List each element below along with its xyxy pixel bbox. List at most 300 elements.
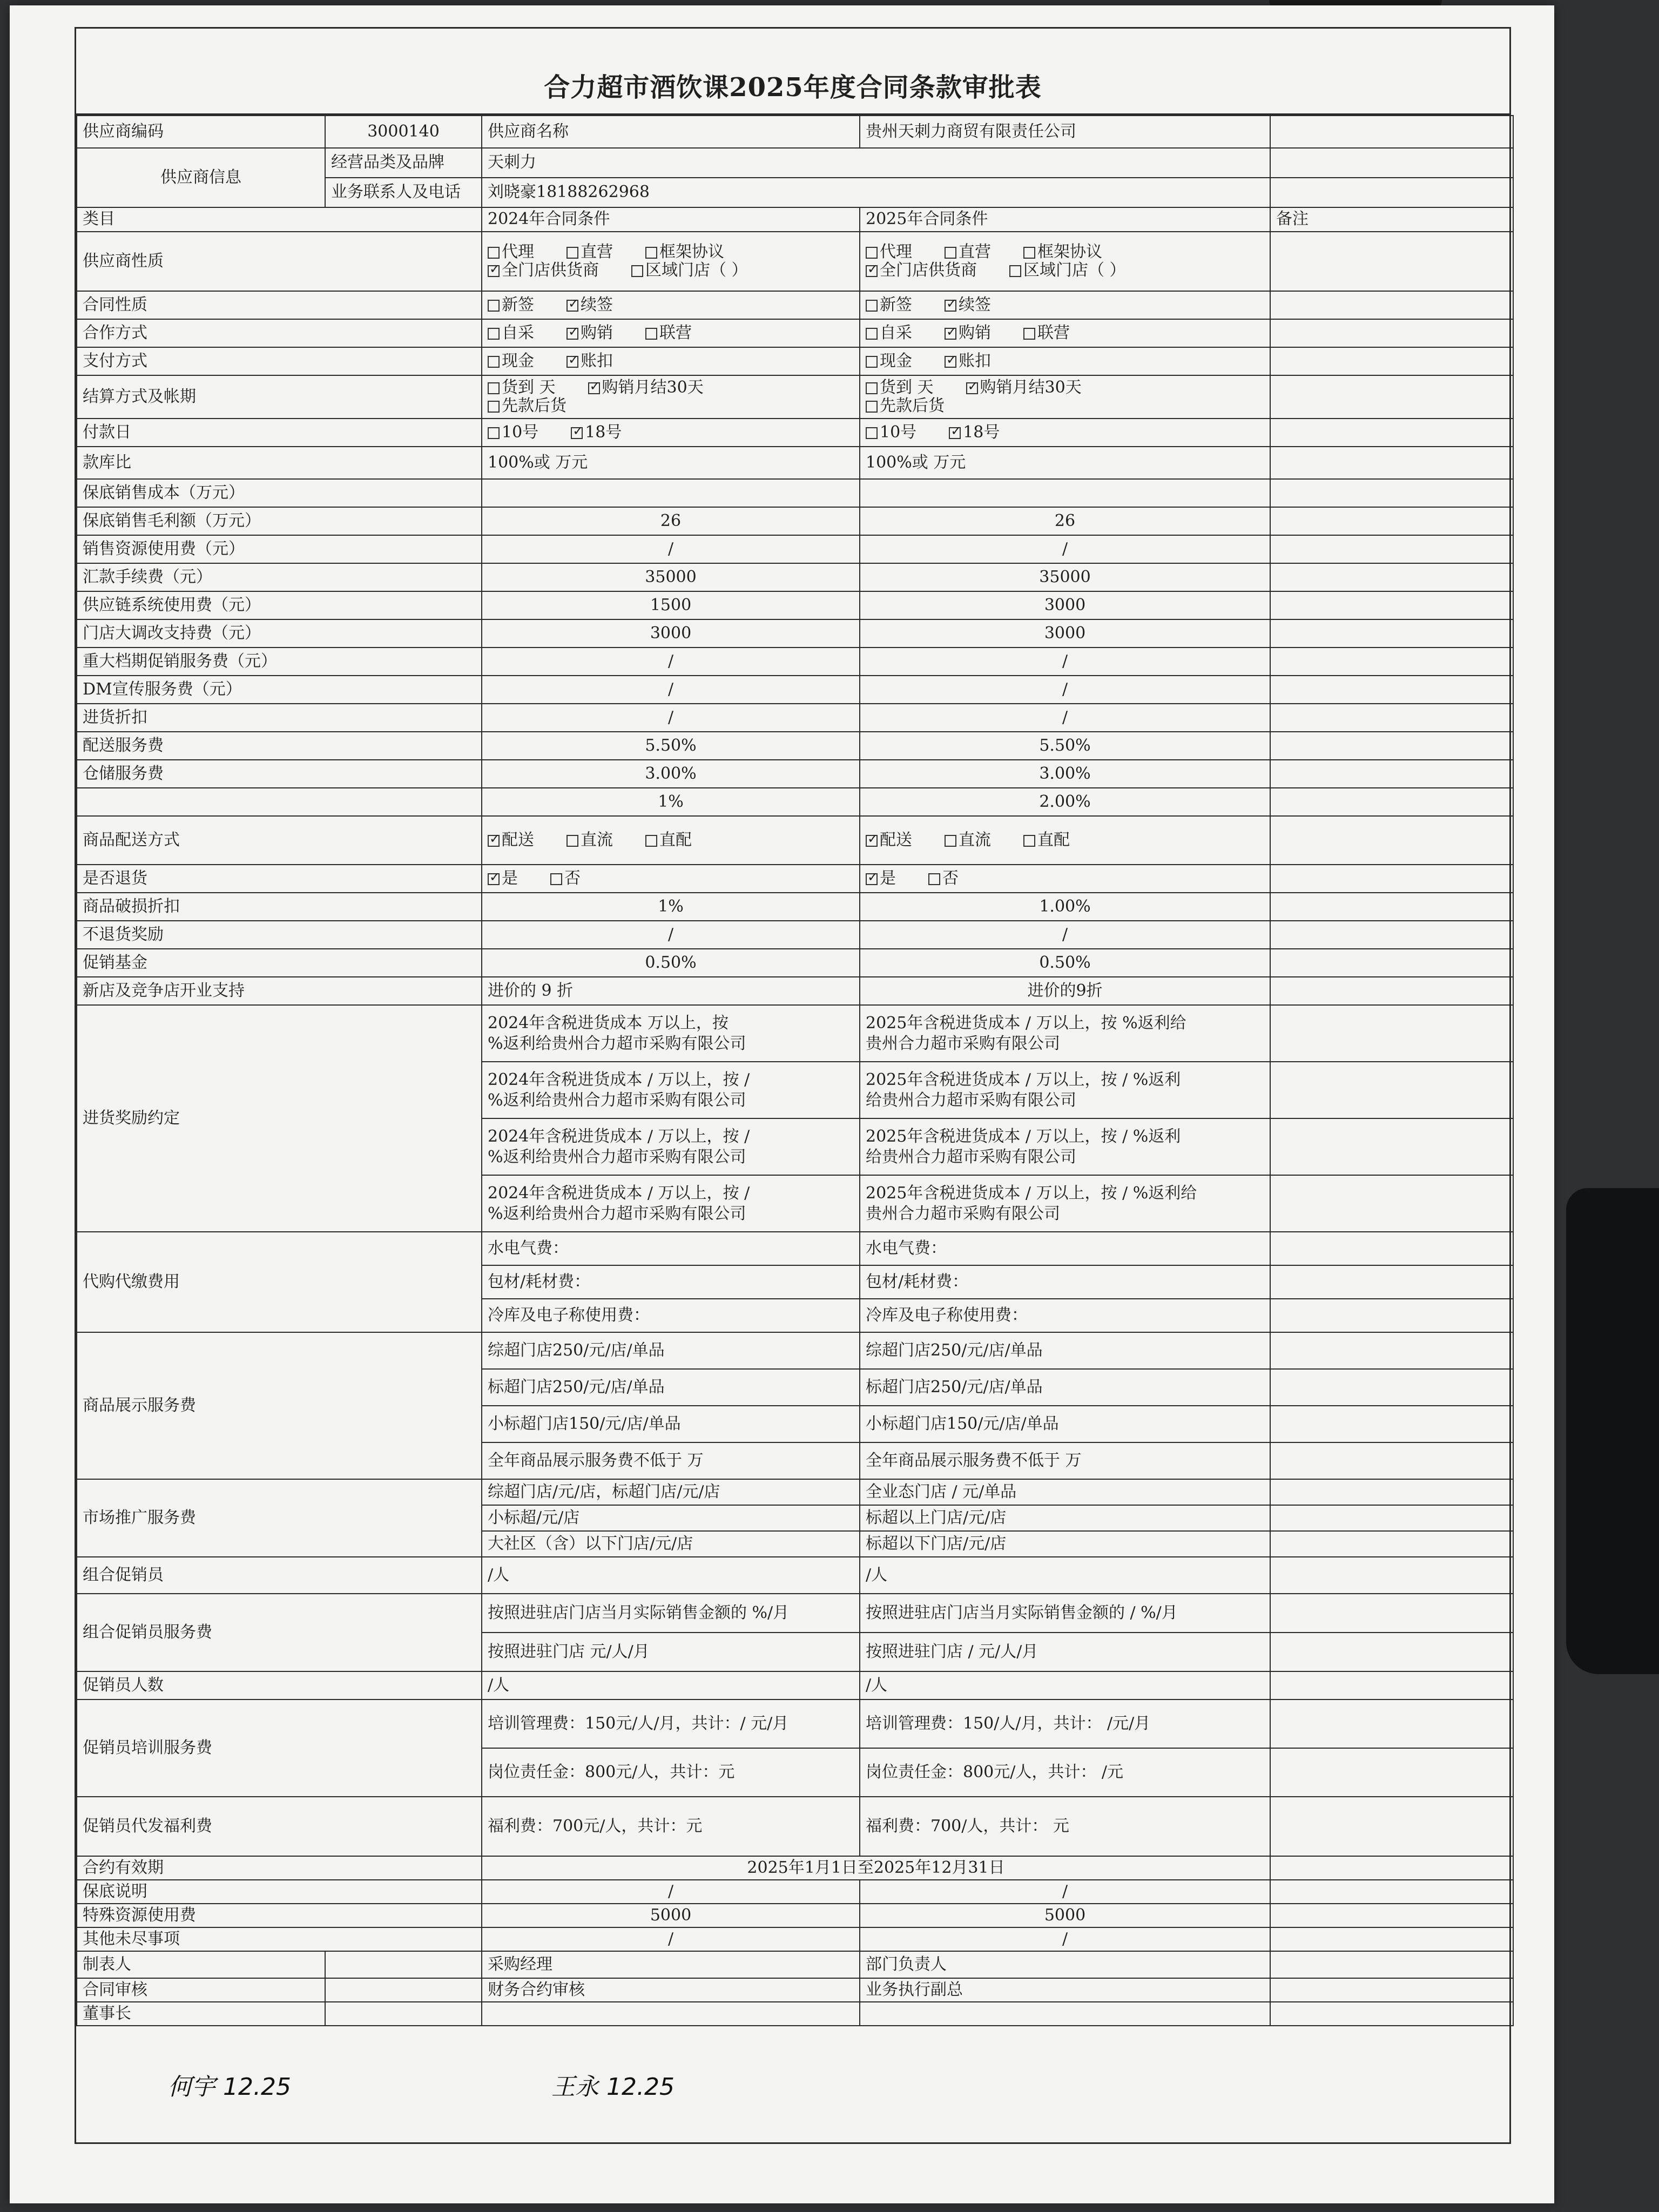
table-cell bbox=[1270, 1369, 1513, 1406]
checkbox-icon[interactable] bbox=[866, 835, 878, 847]
checkbox-icon[interactable] bbox=[488, 382, 500, 394]
table-row bbox=[77, 1880, 1513, 1904]
checkbox-option[interactable] bbox=[567, 243, 613, 262]
market-fee-2024: 大社区（含）以下门店/元/店 bbox=[482, 1531, 860, 1557]
nature-2025 bbox=[860, 232, 1270, 291]
checkbox-option[interactable] bbox=[645, 831, 692, 850]
checkbox-icon[interactable] bbox=[645, 835, 657, 847]
checkbox-icon[interactable] bbox=[588, 382, 600, 394]
table-cell bbox=[1270, 1232, 1513, 1265]
supplier-name: 贵州天刺力商贸有限责任公司 bbox=[860, 116, 1270, 148]
agent-fee-item: 冷库及电子称使用费： bbox=[860, 1299, 1270, 1332]
checkbox-icon[interactable] bbox=[488, 300, 500, 312]
option-label: 续签 bbox=[581, 295, 613, 314]
option-label: 18号 bbox=[585, 422, 622, 442]
other-2025: / bbox=[860, 1927, 1270, 1951]
checkbox-option[interactable] bbox=[866, 324, 912, 343]
checkbox-icon[interactable] bbox=[945, 356, 956, 368]
nature-2024 bbox=[482, 232, 860, 291]
special-2024: 5000 bbox=[482, 1904, 860, 1927]
table-row bbox=[77, 732, 1513, 760]
promoter-fee-2025: 按照进驻门店 / 元/人/月 bbox=[860, 1633, 1270, 1671]
special-label: 特殊资源使用费 bbox=[77, 1904, 482, 1927]
checkbox-option[interactable] bbox=[866, 261, 977, 280]
fee-2025: 0.50% bbox=[860, 949, 1270, 977]
option-label: 自采 bbox=[880, 323, 912, 342]
table-row bbox=[77, 232, 1513, 291]
checkbox-option[interactable] bbox=[488, 261, 599, 280]
display-fee-label: 商品展示服务费 bbox=[77, 1332, 482, 1479]
checkbox-icon[interactable] bbox=[945, 328, 956, 340]
checkbox-option[interactable] bbox=[945, 296, 991, 315]
table-cell bbox=[1270, 319, 1513, 347]
fee-label: 销售资源使用费（元） bbox=[77, 535, 482, 563]
checkbox-icon[interactable] bbox=[488, 427, 500, 439]
promoter-fee-2024: 按照进驻门店 元/人/月 bbox=[482, 1633, 860, 1671]
table-cell bbox=[482, 319, 860, 347]
fee-2024: 35000 bbox=[482, 563, 860, 591]
checkbox-option[interactable] bbox=[488, 423, 538, 442]
payday-label: 付款日 bbox=[77, 419, 482, 447]
checkbox-option[interactable] bbox=[866, 243, 912, 262]
checkbox-icon[interactable] bbox=[866, 247, 878, 259]
table-row bbox=[77, 865, 1513, 893]
checkbox-option[interactable] bbox=[945, 324, 991, 343]
checkbox-icon[interactable] bbox=[866, 427, 878, 439]
option-label: 代理 bbox=[880, 242, 912, 261]
option-label: 直流 bbox=[581, 830, 613, 849]
table-row bbox=[77, 419, 1513, 447]
training-label: 促销员培训服务费 bbox=[77, 1700, 482, 1797]
checkbox-icon[interactable] bbox=[928, 873, 940, 885]
option-label: 代理 bbox=[502, 242, 534, 261]
checkbox-option[interactable] bbox=[866, 379, 934, 397]
checkbox-option[interactable] bbox=[645, 324, 692, 343]
table-row bbox=[77, 760, 1513, 788]
market-fee-2024: 综超门店/元/店，标超门店/元/店 bbox=[482, 1479, 860, 1505]
promoter-count-label: 促销员人数 bbox=[77, 1671, 482, 1700]
table-cell bbox=[1270, 1062, 1513, 1118]
year-2024-header: 2024年合同条件 bbox=[482, 207, 860, 232]
rebate-line: 给贵州合力超市采购有限公司 bbox=[866, 1147, 1076, 1166]
checkbox-option[interactable] bbox=[1023, 243, 1102, 262]
checkbox-icon[interactable] bbox=[567, 247, 578, 259]
checkbox-option[interactable] bbox=[571, 423, 622, 442]
checkbox-icon[interactable] bbox=[945, 300, 956, 312]
checkbox-option[interactable] bbox=[945, 831, 991, 850]
checkbox-option[interactable] bbox=[488, 397, 567, 416]
checkbox-icon[interactable] bbox=[866, 328, 878, 340]
option-label: 购销 bbox=[959, 323, 991, 342]
rebate-line: 2024年含税进货成本 万以上，按 bbox=[488, 1014, 729, 1033]
fee-label: 保底销售成本（万元） bbox=[77, 479, 482, 507]
welfare-2024: 福利费：700元/人，共计：元 bbox=[482, 1797, 860, 1856]
checkbox-option[interactable] bbox=[866, 423, 916, 442]
fee-2024: 26 bbox=[482, 507, 860, 535]
display-fee-item: 标超门店250/元/店/单品 bbox=[482, 1369, 860, 1406]
fee-2024: 1% bbox=[482, 788, 860, 816]
option-label: 续签 bbox=[959, 295, 991, 314]
checkbox-icon[interactable] bbox=[567, 328, 578, 340]
contract-table bbox=[76, 115, 1514, 2026]
option-label: 18号 bbox=[963, 422, 1000, 442]
table-row bbox=[77, 479, 1513, 507]
table-cell bbox=[1270, 447, 1513, 479]
table-cell bbox=[1270, 419, 1513, 447]
table-row bbox=[77, 1856, 1513, 1880]
fee-2025: 2.00% bbox=[860, 788, 1270, 816]
training-2025: 岗位责任金：800元/人，共计： /元 bbox=[860, 1748, 1270, 1797]
checkbox-option[interactable] bbox=[567, 296, 613, 315]
checkbox-option[interactable] bbox=[866, 296, 912, 315]
form-title: 合力超市酒饮课2025年度合同条款审批表 bbox=[76, 29, 1509, 115]
table-cell bbox=[1270, 178, 1513, 207]
market-fee-2025: 全业态门店 / 元/单品 bbox=[860, 1479, 1270, 1505]
agent-fee-item: 水电气费： bbox=[860, 1232, 1270, 1265]
option-label: 直流 bbox=[959, 830, 991, 849]
rebate-line: 给贵州合力超市采购有限公司 bbox=[866, 1090, 1076, 1110]
fee-2024: 1% bbox=[482, 893, 860, 921]
fee-2024: / bbox=[482, 676, 860, 704]
checkbox-option[interactable] bbox=[567, 352, 613, 371]
table-cell bbox=[1270, 619, 1513, 648]
checkbox-icon[interactable] bbox=[488, 265, 500, 277]
option-label: 区域门店（ ） bbox=[1023, 261, 1126, 280]
remark-header: 备注 bbox=[1270, 207, 1513, 232]
table-row bbox=[77, 949, 1513, 977]
checkbox-option[interactable] bbox=[866, 352, 912, 371]
option-label: 现金 bbox=[502, 351, 534, 370]
table-row bbox=[77, 563, 1513, 591]
table-row bbox=[77, 921, 1513, 949]
table-row bbox=[77, 207, 1513, 232]
checkbox-option[interactable] bbox=[945, 352, 991, 371]
table-cell bbox=[1270, 760, 1513, 788]
checkbox-icon[interactable] bbox=[550, 873, 562, 885]
checkbox-option[interactable] bbox=[966, 379, 1082, 397]
table-cell bbox=[1270, 148, 1513, 178]
rebate-line: 2025年含税进货成本 / 万以上，按 / %返利 bbox=[866, 1127, 1181, 1146]
table-row bbox=[77, 1232, 1513, 1265]
table-row bbox=[77, 1978, 1513, 2002]
table-cell bbox=[1270, 1856, 1513, 1880]
checkbox-icon[interactable] bbox=[949, 427, 961, 439]
new-store-label: 新店及竞争店开业支持 bbox=[77, 977, 482, 1005]
table-cell bbox=[1270, 375, 1513, 419]
table-row bbox=[77, 535, 1513, 563]
table-cell bbox=[1270, 648, 1513, 676]
fee-2025: / bbox=[860, 704, 1270, 732]
checkbox-option[interactable] bbox=[1023, 831, 1070, 850]
validity-label: 合约有效期 bbox=[77, 1856, 482, 1880]
option-label: 全门店供货商 bbox=[502, 261, 599, 280]
option-label: 购销月结30天 bbox=[602, 377, 704, 397]
checkbox-icon[interactable] bbox=[488, 328, 500, 340]
table-cell bbox=[1270, 507, 1513, 535]
checkbox-icon[interactable] bbox=[866, 265, 878, 277]
option-label: 账扣 bbox=[581, 351, 613, 370]
checkbox-icon[interactable] bbox=[567, 300, 578, 312]
guarantee-2024: / bbox=[482, 1880, 860, 1904]
fee-2025: 3000 bbox=[860, 591, 1270, 619]
checkbox-option[interactable] bbox=[488, 296, 534, 315]
checkbox-icon[interactable] bbox=[645, 328, 657, 340]
checkbox-option[interactable] bbox=[550, 869, 581, 888]
table-cell bbox=[1270, 535, 1513, 563]
table-cell bbox=[860, 347, 1270, 375]
checkbox-icon[interactable] bbox=[645, 247, 657, 259]
table-cell bbox=[860, 291, 1270, 319]
table-cell bbox=[1270, 1748, 1513, 1797]
checkbox-icon[interactable] bbox=[1023, 835, 1035, 847]
fee-label: 汇款手续费（元） bbox=[77, 563, 482, 591]
option-label: 否 bbox=[942, 868, 959, 888]
fee-2025: / bbox=[860, 921, 1270, 949]
fee-2025: / bbox=[860, 648, 1270, 676]
checkbox-icon[interactable] bbox=[1009, 265, 1021, 277]
checkbox-icon[interactable] bbox=[866, 401, 878, 413]
fee-label: 促销基金 bbox=[77, 949, 482, 977]
checkbox-icon[interactable] bbox=[567, 835, 578, 847]
fee-label: 保底销售毛利额（万元） bbox=[77, 507, 482, 535]
table-cell bbox=[1270, 1927, 1513, 1951]
table-cell bbox=[1270, 704, 1513, 732]
option-label: 配送 bbox=[880, 830, 912, 849]
table-cell bbox=[482, 865, 860, 893]
checkbox-icon[interactable] bbox=[488, 873, 500, 885]
special-2025: 5000 bbox=[860, 1904, 1270, 1927]
option-label: 自采 bbox=[502, 323, 534, 342]
checkbox-option[interactable] bbox=[866, 869, 896, 888]
rebate-2024 bbox=[482, 1005, 860, 1062]
checkbox-icon[interactable] bbox=[488, 835, 500, 847]
checkbox-option[interactable] bbox=[1023, 324, 1070, 343]
table-cell bbox=[1270, 1951, 1513, 1978]
option-label: 区域门店（ ） bbox=[645, 261, 748, 280]
checkbox-option[interactable] bbox=[488, 352, 534, 371]
option-label: 框架协议 bbox=[1037, 242, 1102, 261]
returns-label: 是否退货 bbox=[77, 865, 482, 893]
checkbox-option[interactable] bbox=[928, 869, 959, 888]
rebate-line: 贵州合力超市采购有限公司 bbox=[866, 1204, 1060, 1223]
training-2024: 培训管理费：150元/人/月，共计：/ 元/月 bbox=[482, 1700, 860, 1748]
fee-2024: / bbox=[482, 535, 860, 563]
table-row bbox=[77, 1557, 1513, 1594]
table-cell bbox=[1270, 1880, 1513, 1904]
contract-type-label: 合同性质 bbox=[77, 291, 482, 319]
rebate-line: 2024年含税进货成本 / 万以上，按 / bbox=[488, 1184, 750, 1203]
fee-2025: 3000 bbox=[860, 619, 1270, 648]
rebate-line: %返利给贵州合力超市采购有限公司 bbox=[488, 1090, 746, 1110]
fee-2024: 1500 bbox=[482, 591, 860, 619]
fee-2024: 3000 bbox=[482, 619, 860, 648]
promoter-label: 组合促销员 bbox=[77, 1557, 482, 1594]
table-row bbox=[77, 1904, 1513, 1927]
table-row bbox=[77, 291, 1513, 319]
nature-label: 供应商性质 bbox=[77, 232, 482, 291]
table-cell bbox=[1270, 1797, 1513, 1856]
contact-label: 业务联系人及电话 bbox=[325, 178, 482, 207]
rebate-label: 进货奖励约定 bbox=[77, 1005, 482, 1232]
table-cell bbox=[1270, 921, 1513, 949]
checkbox-icon[interactable] bbox=[866, 382, 878, 394]
table-row bbox=[77, 447, 1513, 479]
table-cell bbox=[1270, 1406, 1513, 1442]
promoter-2024: /人 bbox=[482, 1557, 860, 1594]
display-fee-item: 标超门店250/元/店/单品 bbox=[860, 1369, 1270, 1406]
rebate-line: %返利给贵州合力超市采购有限公司 bbox=[488, 1147, 746, 1166]
table-cell bbox=[1270, 949, 1513, 977]
table-cell bbox=[1270, 591, 1513, 619]
table-row bbox=[77, 977, 1513, 1005]
table-cell bbox=[1270, 1479, 1513, 1505]
checkbox-option[interactable] bbox=[631, 261, 748, 280]
checkbox-option[interactable] bbox=[866, 831, 912, 850]
option-label: 框架协议 bbox=[659, 242, 724, 261]
fee-2025: / bbox=[860, 535, 1270, 563]
checkbox-option[interactable] bbox=[945, 243, 991, 262]
table-cell bbox=[1270, 1299, 1513, 1332]
table-cell bbox=[1270, 232, 1513, 291]
table-cell bbox=[1270, 1978, 1513, 2002]
agent-fee-item: 包材/耗材费： bbox=[482, 1265, 860, 1299]
table-cell bbox=[1270, 1118, 1513, 1175]
background-shadow bbox=[1566, 1188, 1659, 1674]
option-label: 全门店供货商 bbox=[880, 261, 977, 280]
option-label: 直营 bbox=[959, 242, 991, 261]
review-label: 合同审核 bbox=[77, 1978, 325, 2002]
table-cell bbox=[1270, 1557, 1513, 1594]
fee-2025: 35000 bbox=[860, 563, 1270, 591]
table-cell bbox=[860, 419, 1270, 447]
table-cell bbox=[1270, 479, 1513, 507]
rebate-line: 贵州合力超市采购有限公司 bbox=[866, 1034, 1060, 1053]
checkbox-icon[interactable] bbox=[1023, 328, 1035, 340]
fee-2024: / bbox=[482, 921, 860, 949]
table-cell bbox=[860, 319, 1270, 347]
rebate-line: 2025年含税进货成本 / 万以上，按 %返利给 bbox=[866, 1014, 1186, 1033]
agent-fee-item: 冷库及电子称使用费： bbox=[482, 1299, 860, 1332]
table-row bbox=[77, 375, 1513, 419]
rebate-line: 2025年含税进货成本 / 万以上，按 / %返利给 bbox=[866, 1184, 1197, 1203]
checkbox-option[interactable] bbox=[588, 379, 704, 397]
table-cell bbox=[1270, 1633, 1513, 1671]
checkbox-icon[interactable] bbox=[866, 873, 878, 885]
ratio-2025: 100%或 万元 bbox=[860, 447, 1270, 479]
table-row bbox=[77, 148, 1513, 178]
checkbox-option[interactable] bbox=[567, 324, 613, 343]
checkbox-icon[interactable] bbox=[488, 401, 500, 413]
finance-label: 财务合约审核 bbox=[482, 1978, 860, 2002]
rebate-line: 2024年含税进货成本 / 万以上，按 / bbox=[488, 1127, 750, 1146]
table-cell bbox=[1270, 1594, 1513, 1633]
fee-2024: / bbox=[482, 704, 860, 732]
checkbox-icon[interactable] bbox=[488, 247, 500, 259]
chairman-label: 董事长 bbox=[77, 2002, 325, 2026]
checkbox-option[interactable] bbox=[488, 831, 534, 850]
promoter-count-2025: /人 bbox=[860, 1671, 1270, 1700]
table-cell bbox=[1270, 816, 1513, 865]
promoter-fee-2025: 按照进驻店门店当月实际销售金额的 / %/月 bbox=[860, 1594, 1270, 1633]
rebate-line: %返利给贵州合力超市采购有限公司 bbox=[488, 1034, 746, 1053]
display-fee-item: 全年商品展示服务费不低于 万 bbox=[482, 1442, 860, 1479]
checkbox-icon[interactable] bbox=[866, 300, 878, 312]
display-fee-item: 全年商品展示服务费不低于 万 bbox=[860, 1442, 1270, 1479]
checkbox-icon[interactable] bbox=[631, 265, 643, 277]
option-label: 货到 天 bbox=[880, 377, 934, 397]
pay-label: 支付方式 bbox=[77, 347, 482, 375]
option-label: 购销月结30天 bbox=[980, 377, 1082, 397]
agent-fee-item: 包材/耗材费： bbox=[860, 1265, 1270, 1299]
supplier-code: 3000140 bbox=[325, 116, 482, 148]
table-cell bbox=[1270, 347, 1513, 375]
checkbox-option[interactable] bbox=[488, 379, 556, 397]
table-cell bbox=[482, 375, 860, 419]
brand-value: 天刺力 bbox=[482, 148, 1270, 178]
option-label: 是 bbox=[502, 868, 518, 888]
table-cell bbox=[482, 2002, 860, 2026]
fee-label: 商品破损折扣 bbox=[77, 893, 482, 921]
checkbox-option[interactable] bbox=[866, 397, 945, 416]
table-row bbox=[77, 319, 1513, 347]
checkbox-icon[interactable] bbox=[945, 835, 956, 847]
display-fee-item: 小标超门店150/元/店/单品 bbox=[482, 1406, 860, 1442]
checkbox-icon[interactable] bbox=[945, 247, 956, 259]
checkbox-icon[interactable] bbox=[488, 356, 500, 368]
checkbox-icon[interactable] bbox=[966, 382, 978, 394]
fee-2024: / bbox=[482, 648, 860, 676]
table-cell bbox=[325, 1978, 482, 2002]
checkbox-icon[interactable] bbox=[567, 356, 578, 368]
checkbox-icon[interactable] bbox=[571, 427, 583, 439]
other-2024: / bbox=[482, 1927, 860, 1951]
checkbox-option[interactable] bbox=[645, 243, 724, 262]
checkbox-icon[interactable] bbox=[866, 356, 878, 368]
checkbox-icon[interactable] bbox=[1023, 247, 1035, 259]
checkbox-option[interactable] bbox=[488, 243, 534, 262]
promoter-count-2024: /人 bbox=[482, 1671, 860, 1700]
table-cell bbox=[1270, 1531, 1513, 1557]
table-cell bbox=[860, 2002, 1270, 2026]
promoter-2025: /人 bbox=[860, 1557, 1270, 1594]
table-cell bbox=[860, 865, 1270, 893]
table-cell bbox=[1270, 291, 1513, 319]
table-cell bbox=[860, 375, 1270, 419]
promoter-fee-label: 组合促销员服务费 bbox=[77, 1594, 482, 1671]
display-fee-item: 小标超门店150/元/店/单品 bbox=[860, 1406, 1270, 1442]
checkbox-option[interactable] bbox=[488, 869, 518, 888]
fee-2024: 5.50% bbox=[482, 732, 860, 760]
table-cell bbox=[325, 2002, 482, 2026]
option-label: 10号 bbox=[880, 422, 917, 442]
approval-form bbox=[75, 27, 1511, 2144]
ratio-2024: 100%或 万元 bbox=[482, 447, 860, 479]
fee-label: 重大档期促销服务费（元） bbox=[77, 648, 482, 676]
table-cell bbox=[1270, 1505, 1513, 1531]
table-cell bbox=[1270, 977, 1513, 1005]
year-2025-header: 2025年合同条件 bbox=[860, 207, 1270, 232]
fee-2025: 5.50% bbox=[860, 732, 1270, 760]
welfare-label: 促销员代发福利费 bbox=[77, 1797, 482, 1856]
checkbox-option[interactable] bbox=[949, 423, 1000, 442]
table-row bbox=[77, 1479, 1513, 1505]
option-label: 直营 bbox=[581, 242, 613, 261]
checkbox-option[interactable] bbox=[488, 324, 534, 343]
checkbox-option[interactable] bbox=[1009, 261, 1126, 280]
vp-label: 业务执行副总 bbox=[860, 1978, 1270, 2002]
fee-2025: 1.00% bbox=[860, 893, 1270, 921]
checkbox-option[interactable] bbox=[567, 831, 613, 850]
